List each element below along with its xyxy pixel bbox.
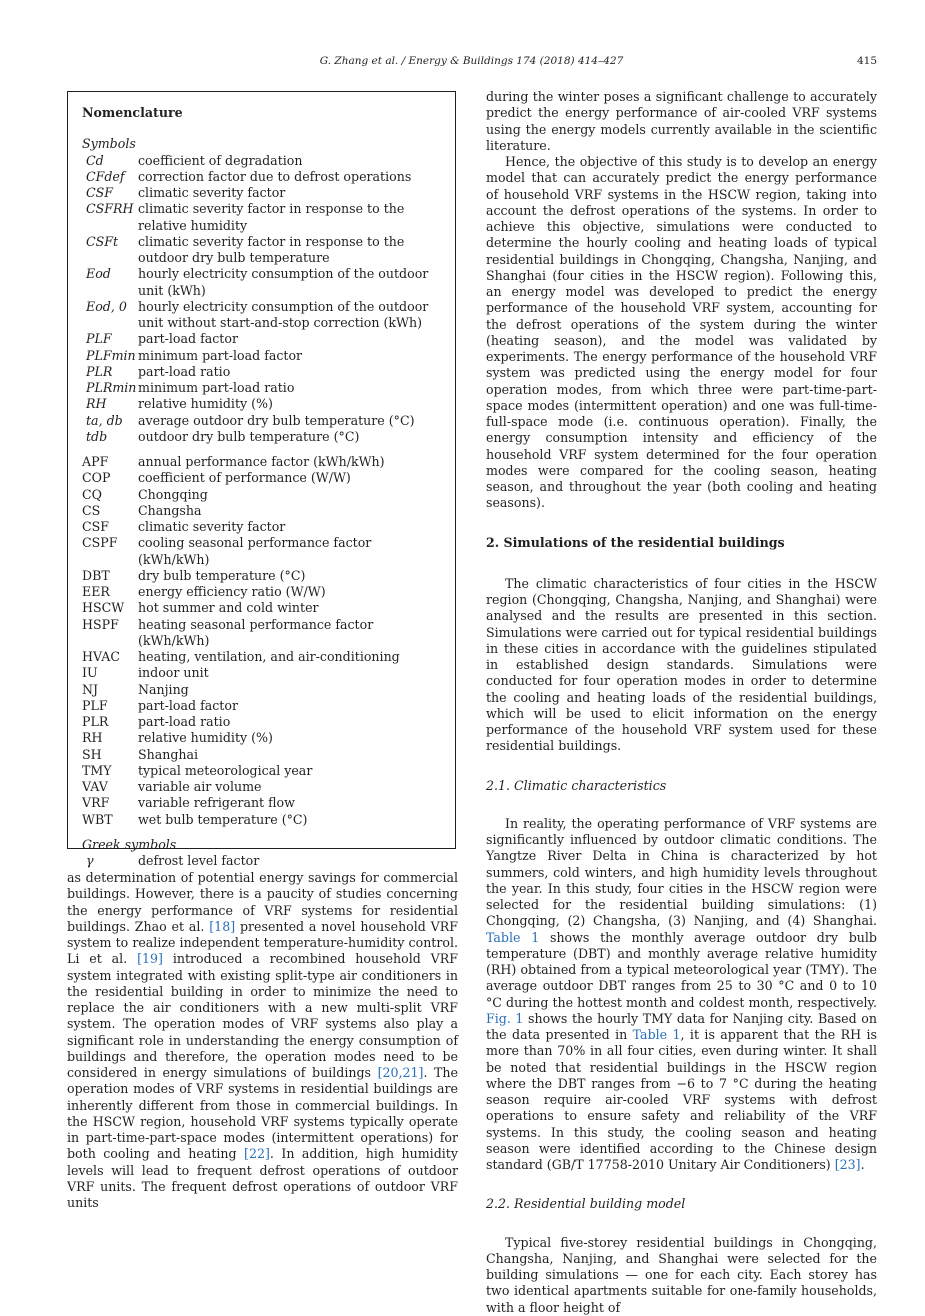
nomenclature-definition: variable refrigerant flow xyxy=(138,795,295,811)
nomenclature-title: Nomenclature xyxy=(82,105,183,120)
nomenclature-entry xyxy=(82,503,441,519)
nomenclature-definition: indoor unit xyxy=(138,665,209,681)
nomenclature-symbol: Eod xyxy=(86,266,111,282)
nomenclature-symbol: PLR xyxy=(82,714,109,729)
text-run: as determination of potential energy savings for commercial buildings. However, there is a paucity of studies concerning the energy performance of VRF systems for residential buildings. Zhao et al. xyxy=(67,870,458,934)
nomenclature-entry xyxy=(82,779,441,795)
running-header xyxy=(66,55,877,71)
nomenclature-definition: variable air volume xyxy=(138,779,262,794)
nomenclature-definition: climatic severity factor in response to the relative humidity xyxy=(138,201,405,233)
nomenclature-definition: outdoor dry bulb temperature (°C) xyxy=(138,428,360,444)
nomenclature-entry xyxy=(82,698,441,714)
nomenclature-symbol: HSPF xyxy=(82,616,119,632)
text-run: , it is apparent that the RH is more than 70% in all four cities, even during winter. It shall be noted that residential buildings in the HSCW region where the DBT ranges from −6 to 7 °C during the heating season require air-cooled VRF systems with defrost operations to ensure safety and reliability of the VRF systems. In this study, the cooling season and heating season were identified according to the Chinese design standard (GB/T 17758-2010 Unitary Air Conditioners) xyxy=(486,1027,877,1172)
nomenclature-symbol: COP xyxy=(82,470,111,486)
paragraph xyxy=(486,816,877,1174)
text-run: . In addition, high humidity levels will lead to frequent defrost operations of outdoor VRF units. The frequent defrost operations of outdoor VRF units xyxy=(67,1146,458,1210)
citation-link[interactable]: [23] xyxy=(834,1157,861,1172)
nomenclature-symbol: CSFRH xyxy=(86,201,134,217)
nomenclature-entry xyxy=(82,487,441,503)
nomenclature-entry xyxy=(82,169,441,185)
nomenclature-definition: hourly electricity consumption of the outdoor unit without start-and-stop correction (kWh) xyxy=(138,298,429,330)
nomenclature-symbol: EER xyxy=(82,584,110,599)
paragraph: Typical five-storey residential buildings in Chongqing, Changsha, Nanjing, and Shanghai were selected for the building simulations — one for each city. Each storey has two identical apartments suitable for one-family households, with a floor height of xyxy=(486,1234,877,1315)
nomenclature-box xyxy=(67,91,456,868)
nomenclature-entry xyxy=(82,299,441,332)
nomenclature-definition: heating seasonal performance factor (kWh/kWh) xyxy=(138,616,374,648)
citation-link[interactable]: [22] xyxy=(244,1146,270,1162)
nomenclature-symbol: CSF xyxy=(82,519,110,534)
text-run: . The operation modes of VRF systems in residential buildings are inherently different from those in commercial buildings. In the HSCW region, household VRF systems typically operate in part-time-part-space modes (intermittent operations) for both cooling and heating xyxy=(67,1065,458,1162)
subsection-heading: 2.1. Climatic characteristics xyxy=(486,777,667,793)
nomenclature-entry xyxy=(82,730,441,746)
nomenclature-definition: wet bulb temperature (°C) xyxy=(138,811,308,827)
paragraph: The climatic characteristics of four cities in the HSCW region (Chongqing, Changsha, Nanjing, and Shanghai) were analysed and the results are presented in this section. Simulations were carried out for typical residential buildings in these cities in accordance with the guidelines stipulated in established design standards. Simulations were conducted for four operation modes in order to determine the cooling and heating loads of the residential buildings, which will be used to elicit information on the energy performance of the household VRF system used for these residential buildings. xyxy=(486,575,877,754)
nomenclature-entry xyxy=(82,649,441,665)
nomenclature-symbol: HVAC xyxy=(82,649,120,664)
nomenclature-symbol: Eod, 0 xyxy=(86,298,127,314)
figure-link[interactable]: Fig. 1 xyxy=(486,1010,524,1026)
nomenclature-entry xyxy=(82,568,441,584)
citation-link[interactable]: [19] xyxy=(137,951,163,967)
nomenclature-entry xyxy=(82,714,441,730)
nomenclature-entry xyxy=(82,364,441,380)
nomenclature-symbol: γ xyxy=(86,853,94,868)
nomenclature-symbol: ta, db xyxy=(86,412,123,428)
nomenclature-entry xyxy=(82,584,441,600)
nomenclature-entry xyxy=(82,429,441,445)
nomenclature-symbol: NJ xyxy=(82,681,99,697)
nomenclature-definition: minimum part-load ratio xyxy=(138,380,295,395)
nomenclature-definition: relative humidity (%) xyxy=(138,730,273,746)
greek-symbols-list xyxy=(82,853,441,869)
nomenclature-symbol: SH xyxy=(82,746,102,762)
nomenclature-definition: climatic severity factor xyxy=(138,185,286,200)
nomenclature-symbol: HSCW xyxy=(82,600,125,616)
paragraph: during the winter poses a significant challenge to accurately predict the energy performance of air-cooled VRF systems using the energy models currently available in the scientific literature. xyxy=(486,89,877,153)
nomenclature-symbol: PLRmin xyxy=(86,380,137,395)
nomenclature-entry xyxy=(82,470,441,486)
nomenclature-symbol: APF xyxy=(82,454,109,469)
greek-heading: Greek symbols xyxy=(82,836,177,852)
nomenclature-entry xyxy=(82,853,441,869)
nomenclature-entry xyxy=(82,201,441,234)
nomenclature-entry xyxy=(82,153,441,169)
nomenclature-definition: typical meteorological year xyxy=(138,762,313,778)
nomenclature-definition: hourly electricity consumption of the outdoor unit (kWh) xyxy=(138,266,429,298)
nomenclature-symbol: CSPF xyxy=(82,535,118,551)
running-title: G. Zhang et al. / Energy & Buildings 174 (2018) 414–427 xyxy=(319,55,624,67)
nomenclature-entry xyxy=(82,519,441,535)
nomenclature-symbol: CS xyxy=(82,502,101,518)
paragraph xyxy=(67,870,458,1211)
nomenclature-definition: part-load factor xyxy=(138,697,238,713)
nomenclature-entry xyxy=(82,535,441,568)
nomenclature-symbol: WBT xyxy=(82,811,113,827)
text-run: . xyxy=(860,1157,865,1172)
nomenclature-definition: cooling seasonal performance factor (kWh/kWh) xyxy=(138,535,372,567)
nomenclature-entry xyxy=(82,682,441,698)
nomenclature-symbol: DBT xyxy=(82,567,110,583)
nomenclature-definition: coefficient of degradation xyxy=(138,152,303,168)
nomenclature-entry xyxy=(82,413,441,429)
nomenclature-entry xyxy=(82,812,441,828)
citation-link[interactable]: [20,21] xyxy=(377,1065,424,1080)
nomenclature-symbol: CSF xyxy=(86,185,114,200)
nomenclature-entry xyxy=(82,266,441,299)
nomenclature-definition: climatic severity factor in response to the outdoor dry bulb temperature xyxy=(138,233,405,265)
nomenclature-entry xyxy=(82,600,441,616)
section-heading: 2. Simulations of the residential buildings xyxy=(486,534,785,550)
nomenclature-symbol: VAV xyxy=(82,779,108,794)
nomenclature-symbol: PLF xyxy=(82,697,108,713)
nomenclature-symbol: VRF xyxy=(82,795,110,811)
symbols-heading: Symbols xyxy=(82,136,136,152)
nomenclature-entry xyxy=(82,380,441,396)
nomenclature-symbol: PLFmin xyxy=(86,347,136,363)
nomenclature-definition: defrost level factor xyxy=(138,853,260,868)
nomenclature-definition: climatic severity factor xyxy=(138,519,286,534)
table-link[interactable]: Table 1 xyxy=(632,1027,681,1042)
text-run: shows the hourly TMY data for Nanjing city. Based on the data presented in xyxy=(486,1010,877,1042)
subsection-heading: 2.2. Residential building model xyxy=(486,1196,686,1212)
nomenclature-definition: Changsha xyxy=(138,502,202,518)
nomenclature-symbol: CFdef xyxy=(86,168,125,184)
nomenclature-symbol: RH xyxy=(86,396,107,412)
nomenclature-entry xyxy=(82,763,441,779)
nomenclature-symbol: Cd xyxy=(86,152,104,168)
nomenclature-definition: energy efficiency ratio (W/W) xyxy=(138,584,326,599)
paragraph: Hence, the objective of this study is to develop an energy model that can accurately predict the energy performance of household VRF systems in the HSCW region, taking into account the defrost operations of the systems. In order to achieve this objective, simulations were conducted to determine the hourly cooling and heating loads of typical residential buildings in Chongqing, Changsha, Nanjing, and Shanghai (four cities in the HSCW region). Following this, an energy model was developed to predict the energy performance of the household VRF system, accounting for the defrost operations of the system during the winter (heating season), and the model was validated by experiments. The energy performance of the household VRF system was predicted using the energy model for four operation modes, from which three were part-time-part-space modes (intermittent operation) and one was full-time-full-space mode (i.e. continuous operation). Finally, the energy consumption intensity and efficiency of the household VRF system determined for the four operation modes were compared for the cooling season, heating season, and throughout the year (both cooling and heating seasons). xyxy=(486,154,877,511)
nomenclature-symbol: IU xyxy=(82,665,98,681)
nomenclature-symbol: RH xyxy=(82,730,103,746)
page-number: 415 xyxy=(856,55,877,67)
text-run: introduced a recombined household VRF system integrated with existing split-type air conditioners in the residential building in order to minimize the need to replace the air conditioners with a new multi-split VRF system. The operation modes of VRF systems also play a significant role in understanding the energy consumption of buildings and therefore, the operation modes need to be considered in energy simulations of buildings xyxy=(67,951,458,1080)
nomenclature-entry xyxy=(82,348,441,364)
abbreviations-list xyxy=(82,454,441,828)
right-column-text xyxy=(486,89,877,1316)
nomenclature-symbol: CSFt xyxy=(86,233,119,249)
nomenclature-definition: relative humidity (%) xyxy=(138,396,273,412)
nomenclature-entry xyxy=(82,454,441,470)
nomenclature-definition: correction factor due to defrost operations xyxy=(138,168,412,184)
nomenclature-definition: average outdoor dry bulb temperature (°C) xyxy=(138,412,415,428)
nomenclature-symbol: PLF xyxy=(86,331,112,347)
nomenclature-entry xyxy=(82,795,441,811)
nomenclature-definition: hot summer and cold winter xyxy=(138,600,319,616)
nomenclature-symbol: CQ xyxy=(82,486,102,502)
left-column-text xyxy=(67,870,458,1211)
nomenclature-symbol: PLR xyxy=(86,363,113,379)
citation-link[interactable]: [18] xyxy=(209,918,236,934)
nomenclature-entry xyxy=(82,396,441,412)
nomenclature-entry xyxy=(82,234,441,267)
text-run: In reality, the operating performance of VRF systems are significantly influenced by outdoor climatic conditions. The Yangtze River Delta in China is characterized by hot summers, cold winters, and high humidity levels throughout the year. In this study, four cities in the HSCW region were selected for the residential building simulations: (1) Chongqing, (2) Changsha, (3) Nanjing, and (4) Shanghai. xyxy=(486,815,877,929)
nomenclature-definition: dry bulb temperature (°C) xyxy=(138,567,306,583)
nomenclature-definition: part-load factor xyxy=(138,331,238,347)
text-run: presented a novel household VRF system to realize independent temperature-humidity control. Li et al. xyxy=(67,918,458,967)
table-link[interactable]: Table 1 xyxy=(486,929,540,945)
nomenclature-symbol: TMY xyxy=(82,762,112,778)
nomenclature-definition: coefficient of performance (W/W) xyxy=(138,470,351,486)
nomenclature-entry xyxy=(82,617,441,650)
nomenclature-entry xyxy=(82,747,441,763)
nomenclature-definition: Nanjing xyxy=(138,681,189,697)
nomenclature-definition: part-load ratio xyxy=(138,714,231,729)
nomenclature-definition: Shanghai xyxy=(138,746,199,762)
nomenclature-definition: minimum part-load factor xyxy=(138,347,303,363)
nomenclature-definition: heating, ventilation, and air-conditioning xyxy=(138,649,400,664)
text-run: shows the monthly average outdoor dry bulb temperature (DBT) and monthly average relative humidity (RH) obtained from a typical meteorological year (TMY). The average outdoor DBT ranges from 25 to 30 °C and 0 to 10 °C during the hottest month and coldest month, respectively. xyxy=(486,929,877,1010)
symbols-list xyxy=(82,153,441,446)
nomenclature-symbol: tdb xyxy=(86,428,108,444)
nomenclature-definition: Chongqing xyxy=(138,486,208,502)
nomenclature-definition: annual performance factor (kWh/kWh) xyxy=(138,454,385,469)
nomenclature-entry xyxy=(82,665,441,681)
nomenclature-entry xyxy=(82,331,441,347)
nomenclature-entry xyxy=(82,185,441,201)
nomenclature-definition: part-load ratio xyxy=(138,363,231,379)
